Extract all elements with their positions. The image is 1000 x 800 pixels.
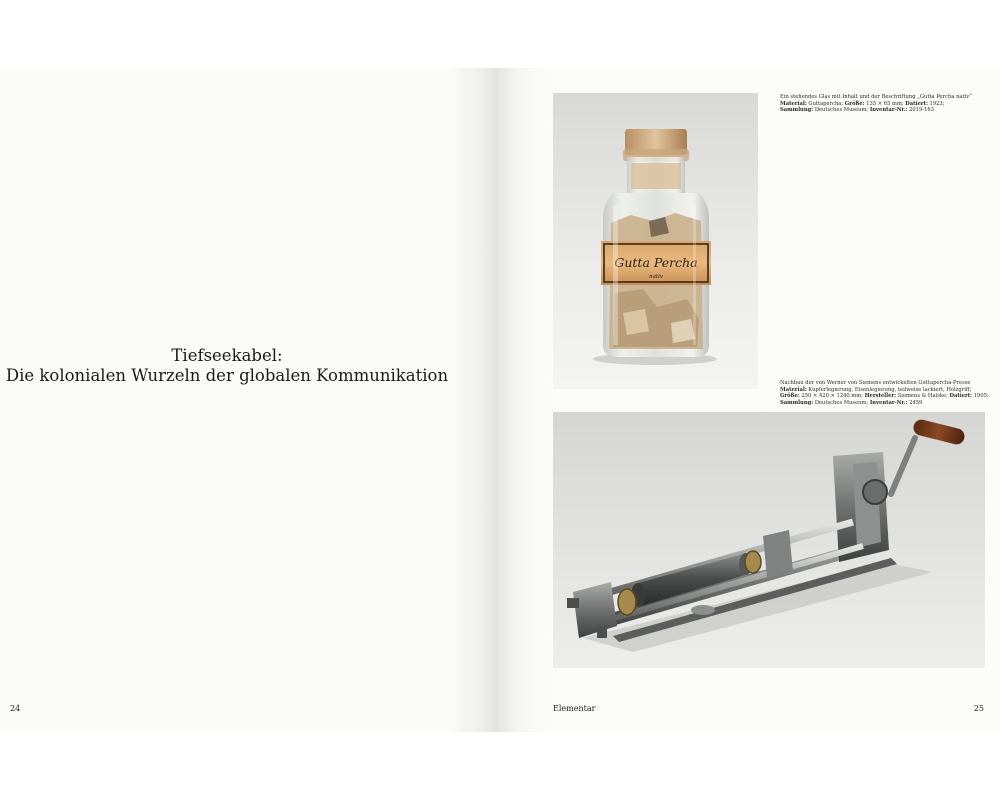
chapter-title [0,346,454,386]
running-head: Elementar [553,704,596,713]
caption-press-details-2 [780,393,990,400]
caption-jar-description: Ein stehendes Glas mit Inhalt und der Beschriftung „Gutta Percha nativ“ [780,94,972,100]
caption-press-material-label: Material: [780,386,807,393]
caption-press-material-value: Kupferlegierung, Eisenlegierung, teilweise lackiert, Holzgriff; [808,386,972,393]
caption-jar-collection-value: Deutsches Museum; [814,107,869,114]
caption-press-inventory-value: 2459 [909,399,923,406]
gutta-percha-jar-photo [553,93,758,389]
caption-press-maker-value: Siemens & Halske; [897,393,948,400]
caption-press-size-label: Größe: [780,393,800,400]
caption-jar-inventory-value: 2019-163 [909,107,934,114]
chapter-title-line-2: Die kolonialen Wurzeln der globalen Kommunikation [5,366,449,385]
caption-press-date-value: 1905; [973,393,989,400]
caption-jar-material-label: Material: [780,100,807,107]
caption-jar [780,94,980,114]
caption-press-details-3 [780,400,990,407]
caption-jar-date-label: Datiert: [905,100,928,107]
caption-press-description: Nachbau der von Werner von Siemens entwickelten Guttapercha-Presse [780,380,971,386]
left-page [0,68,498,732]
caption-press-maker-label: Hersteller: [864,393,897,400]
jar-label-subtext: nativ [649,274,663,280]
caption-jar-size-value: 135 × 65 mm; [866,100,904,107]
caption-jar-details-1 [780,101,980,108]
right-page [498,68,1000,732]
caption-press-collection-value: Deutsches Museum; [814,399,869,406]
caption-press-date-label: Datiert: [949,393,973,400]
caption-jar-date-value: 1923; [929,100,945,107]
caption-jar-material-value: Guttapercha; [808,100,844,107]
caption-press-size-value: 250 × 420 × 1240 mm; [801,393,863,400]
caption-jar-collection-label: Sammlung: [780,107,814,114]
caption-press-collection-label: Sammlung: [780,399,814,406]
caption-jar-size-label: Größe: [844,100,865,107]
caption-press-inventory-label: Inventar-Nr.: [869,399,908,406]
page-number-right: 25 [973,704,984,713]
chapter-title-line-1: Tiefseekabel: [171,346,283,365]
gutta-percha-press-photo [553,412,985,668]
press-illustration [553,412,985,668]
caption-press [780,380,990,406]
jar-illustration [553,93,758,389]
jar-label-text: Gutta Percha [614,255,698,270]
caption-jar-inventory-label: Inventar-Nr.: [869,107,908,114]
page-number-left: 24 [10,704,21,713]
caption-jar-details-2 [780,107,980,114]
